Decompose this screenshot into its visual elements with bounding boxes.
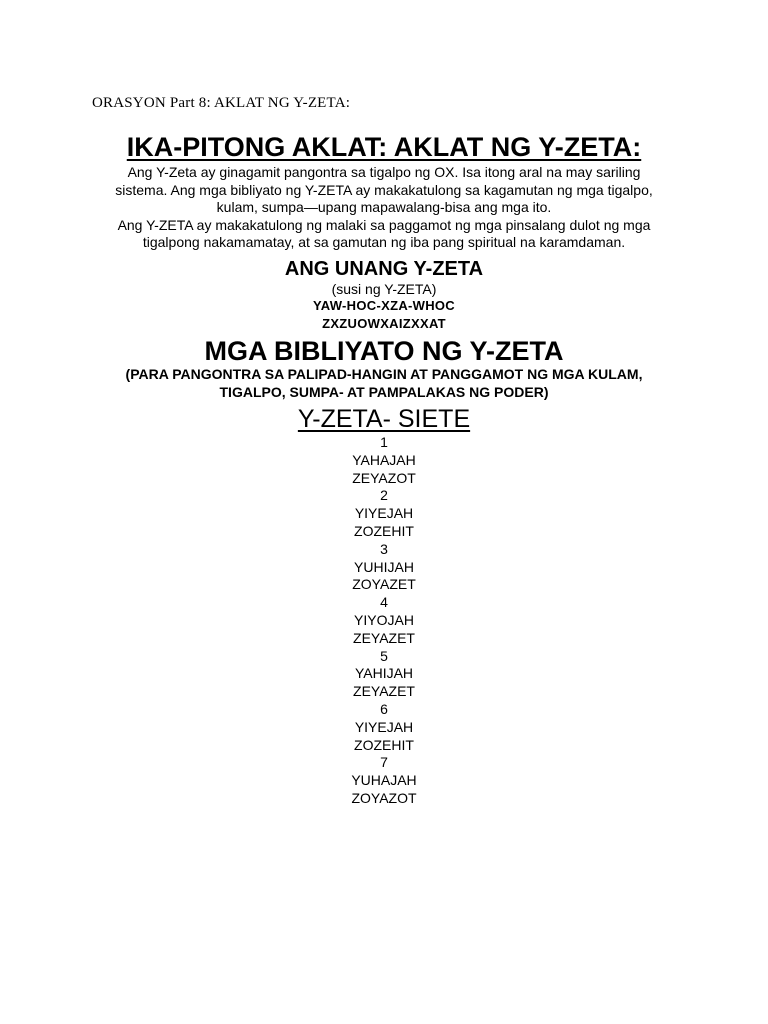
siete-list [0,434,768,808]
list-item: YIYEJAH [354,505,414,522]
list-item: YIYEJAH [354,718,414,735]
section-title: ANG UNANG Y-ZETA [284,258,484,280]
list-number: 3 [380,540,388,557]
susi-label: (susi ng Y-ZETA) [331,281,437,297]
list-item: YAHAJAH [352,451,416,468]
list-number: 1 [380,434,388,450]
list-item: ZOYAZET [352,576,416,593]
list-item: YAHIJAH [354,665,414,682]
note-line: TIGALPO, SUMPA- AT PAMPALAKAS NG PODER) [219,383,549,400]
bibliyato-title: MGA BIBLIYATO NG Y-ZETA [204,336,564,366]
list-item: YUHAJAH [351,772,417,789]
list-number: 2 [380,487,388,504]
list-item: ZOYAZOT [351,789,417,806]
list-item: YIYOJAH [354,611,414,628]
note-line: (PARA PANGONTRA SA PALIPAD-HANGIN AT PANGGAMOT NG MGA KULAM, [125,366,643,382]
intro-line: sistema. Ang mga bibliyato ng Y-ZETA ay makakatulong sa kagamutan ng mga tigalpo, [115,181,653,198]
list-number: 4 [380,594,388,611]
list-number: 6 [380,700,388,717]
key-line-1: YAW-HOC-XZA-WHOC [313,298,455,313]
list-item: ZEYAZET [353,629,415,646]
intro-line: Ang Y-ZETA ay makakatulong ng malaki sa paggamot ng mga pinsalang dulot ng mga [117,216,651,233]
siete-title: Y-ZETA- SIETE [297,405,471,433]
list-item: ZOZEHIT [354,736,414,753]
bibliyato-note [0,366,768,401]
list-number: 7 [380,754,388,771]
intro-line: kulam, sumpa—upang mapawalang-bisa ang mga ito. [216,199,552,215]
list-item: ZOZEHIT [354,522,414,539]
list-item: YUHIJAH [354,558,414,575]
document-header: ORASYON Part 8: AKLAT NG Y-ZETA: [92,95,351,111]
main-title: IKA-PITONG AKLAT: AKLAT NG Y-ZETA: [126,132,642,162]
list-number: 5 [380,647,388,664]
intro-line: Ang Y-Zeta ay ginagamit pangontra sa tigalpo ng OX. Isa itong aral na may sariling [127,164,641,180]
intro-text [0,164,768,252]
list-item: ZEYAZOT [352,469,416,486]
key-line-2: ZXZUOWXAIZXXAT [322,316,446,331]
list-item: ZEYAZET [353,683,415,700]
intro-line: tigalpong nakamamatay, at sa gamutan ng iba pang spiritual na karamdaman. [142,234,626,250]
